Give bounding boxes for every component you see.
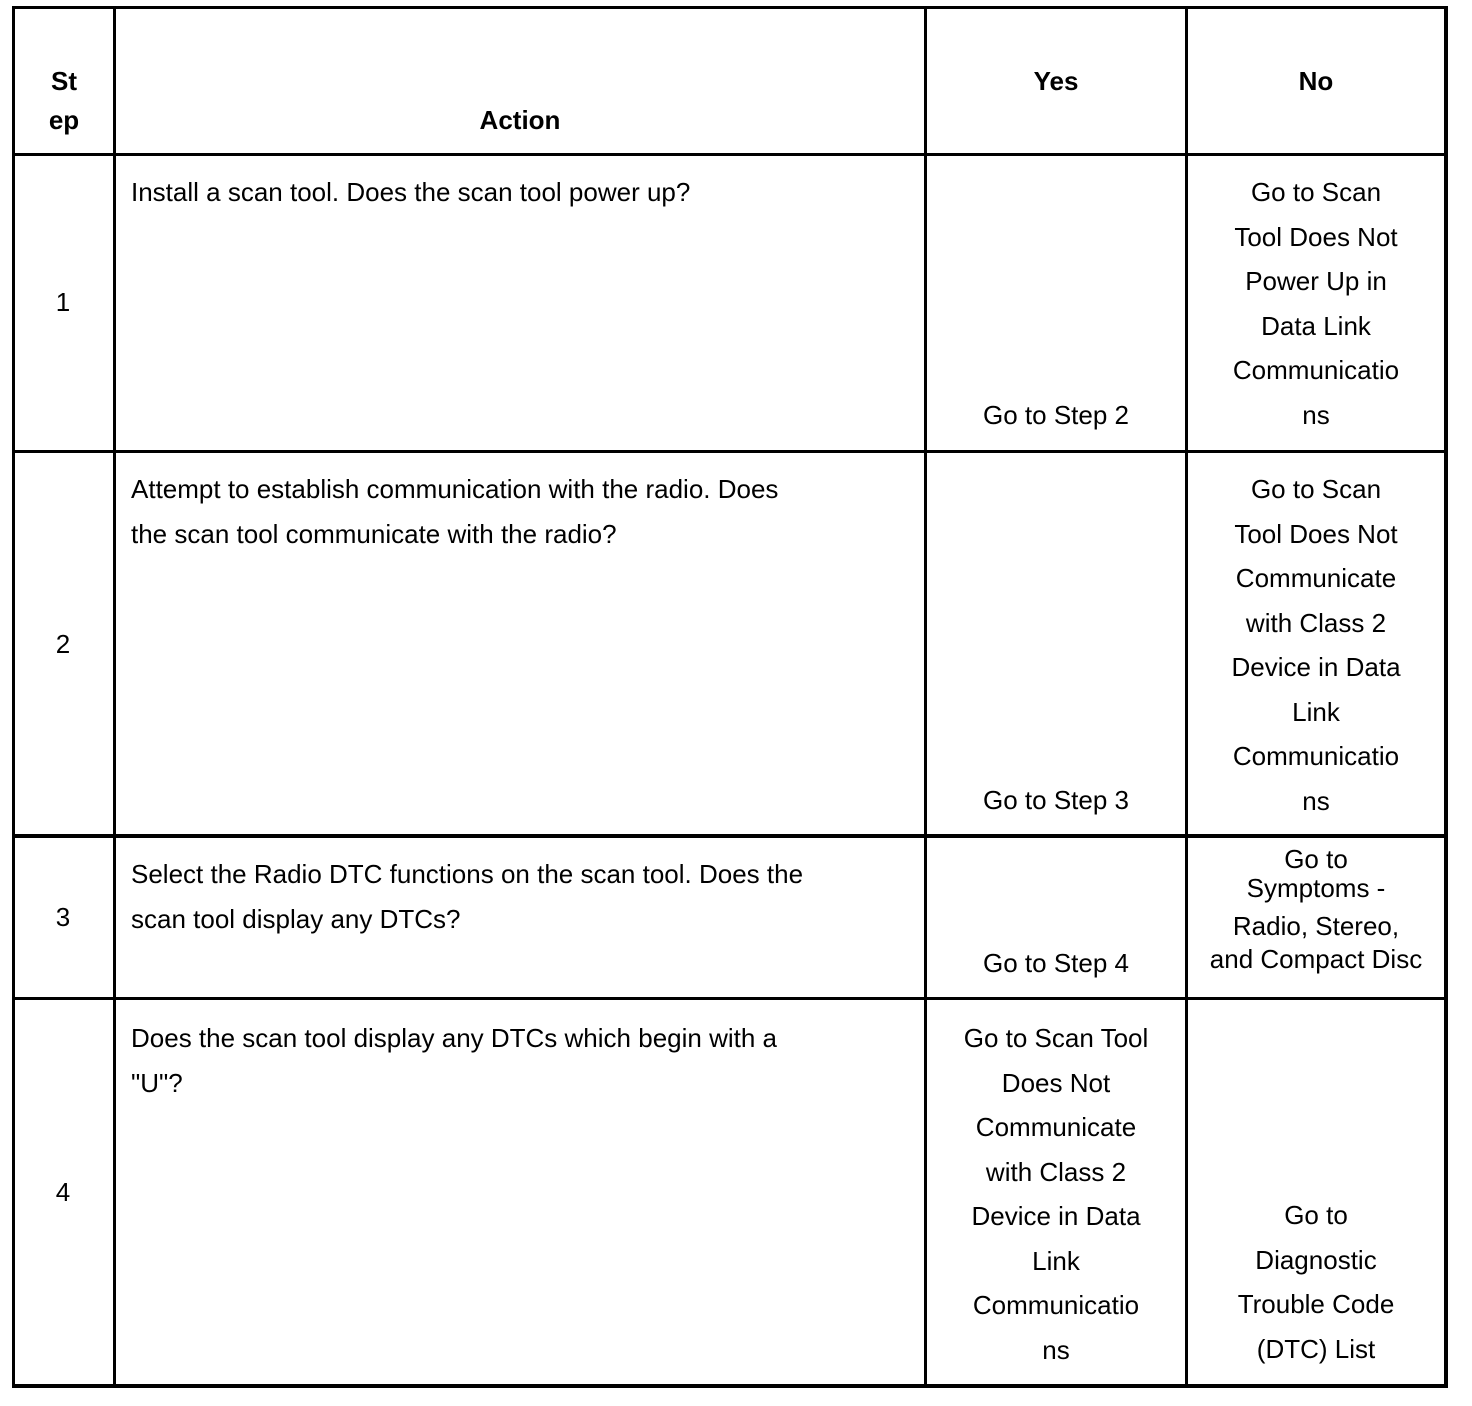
step-number-3: 3: [55, 902, 71, 932]
no-line: Communicatio: [1232, 355, 1400, 385]
yes-line: Communicatio: [972, 1290, 1140, 1320]
step-number-2: 2: [55, 629, 71, 659]
header-yes: Yes: [1033, 66, 1079, 96]
no-line: Communicatio: [1232, 741, 1400, 771]
no-line: Data Link: [1261, 310, 1371, 341]
table-border-right: [1444, 6, 1448, 1388]
yes-line: Go to Step 3: [983, 785, 1129, 815]
no-line: ns: [1302, 399, 1330, 430]
no-line: Power Up in: [1245, 266, 1387, 296]
no-line: (DTC) List: [1256, 1333, 1376, 1364]
action-text-1: [131, 170, 911, 215]
action-line: Install a scan tool. Does the scan tool power up?: [131, 177, 691, 207]
no-text-2: [1188, 467, 1444, 823]
no-line: Go to Scan: [1250, 177, 1382, 207]
no-text-1: [1188, 170, 1444, 437]
table-border-bottom: [12, 1384, 1448, 1388]
action-line: "U"?: [131, 1067, 183, 1098]
header-no: No: [1298, 66, 1334, 96]
yes-line: Go to Step 4: [983, 948, 1129, 978]
no-line: Diagnostic: [1255, 1244, 1377, 1275]
yes-line: Device in Data: [971, 1201, 1141, 1231]
action-text-3: [131, 852, 911, 941]
step-number-1: 1: [55, 287, 71, 317]
header-divider: [12, 153, 1448, 156]
action-line: scan tool display any DTCs?: [131, 903, 461, 934]
action-line: the scan tool communicate with the radio?: [131, 518, 617, 549]
header-step-line2: ep: [48, 105, 80, 135]
no-line: Communicate: [1235, 563, 1397, 593]
action-text-2: [131, 467, 911, 556]
no-line: Tool Does Not: [1234, 221, 1398, 252]
yes-line: with Class 2: [985, 1156, 1127, 1187]
no-line: Device in Data: [1231, 652, 1401, 682]
yes-text-2: [927, 778, 1185, 823]
yes-line: Go to Step 2: [983, 400, 1129, 430]
no-line: and Compact Disc: [1209, 944, 1423, 974]
no-line: Trouble Code: [1237, 1289, 1395, 1319]
yes-line: Communicate: [975, 1112, 1137, 1142]
row-divider-1: [12, 450, 1448, 453]
action-text-4: [131, 1016, 911, 1105]
yes-line: ns: [1042, 1334, 1070, 1365]
yes-line: Link: [1032, 1245, 1080, 1276]
no-line: Link: [1292, 696, 1340, 727]
action-line: Attempt to establish communication with the radio. Does: [131, 474, 779, 504]
no-text-4: [1188, 1193, 1444, 1371]
no-line: Go to Scan: [1250, 474, 1382, 504]
no-line: Tool Does Not: [1234, 518, 1398, 549]
no-line: with Class 2: [1245, 607, 1387, 638]
yes-line: Does Not: [1001, 1067, 1111, 1098]
no-line: ns: [1302, 785, 1330, 816]
row-divider-2: [12, 834, 1448, 838]
no-line: Radio, Stereo,: [1232, 911, 1400, 941]
no-line: Go to: [1284, 844, 1348, 874]
yes-line: Go to Scan Tool: [963, 1023, 1149, 1053]
no-line: Go to: [1284, 1200, 1348, 1230]
diagnostic-table: [12, 6, 1448, 1388]
step-number-4: 4: [55, 1177, 71, 1207]
table-border-top: [12, 6, 1448, 9]
row-divider-3: [12, 997, 1448, 1000]
yes-text-4: [927, 1016, 1185, 1372]
yes-text-3: [927, 941, 1185, 986]
no-line: Symptoms -: [1246, 873, 1386, 903]
no-text-3: [1188, 844, 1444, 974]
action-line: Does the scan tool display any DTCs which begin with a: [131, 1023, 777, 1053]
yes-text-1: [927, 393, 1185, 438]
header-action: Action: [479, 105, 561, 135]
header-step: [15, 62, 113, 140]
action-line: Select the Radio DTC functions on the scan tool. Does the: [131, 859, 804, 889]
header-step-line1: St: [51, 66, 77, 96]
